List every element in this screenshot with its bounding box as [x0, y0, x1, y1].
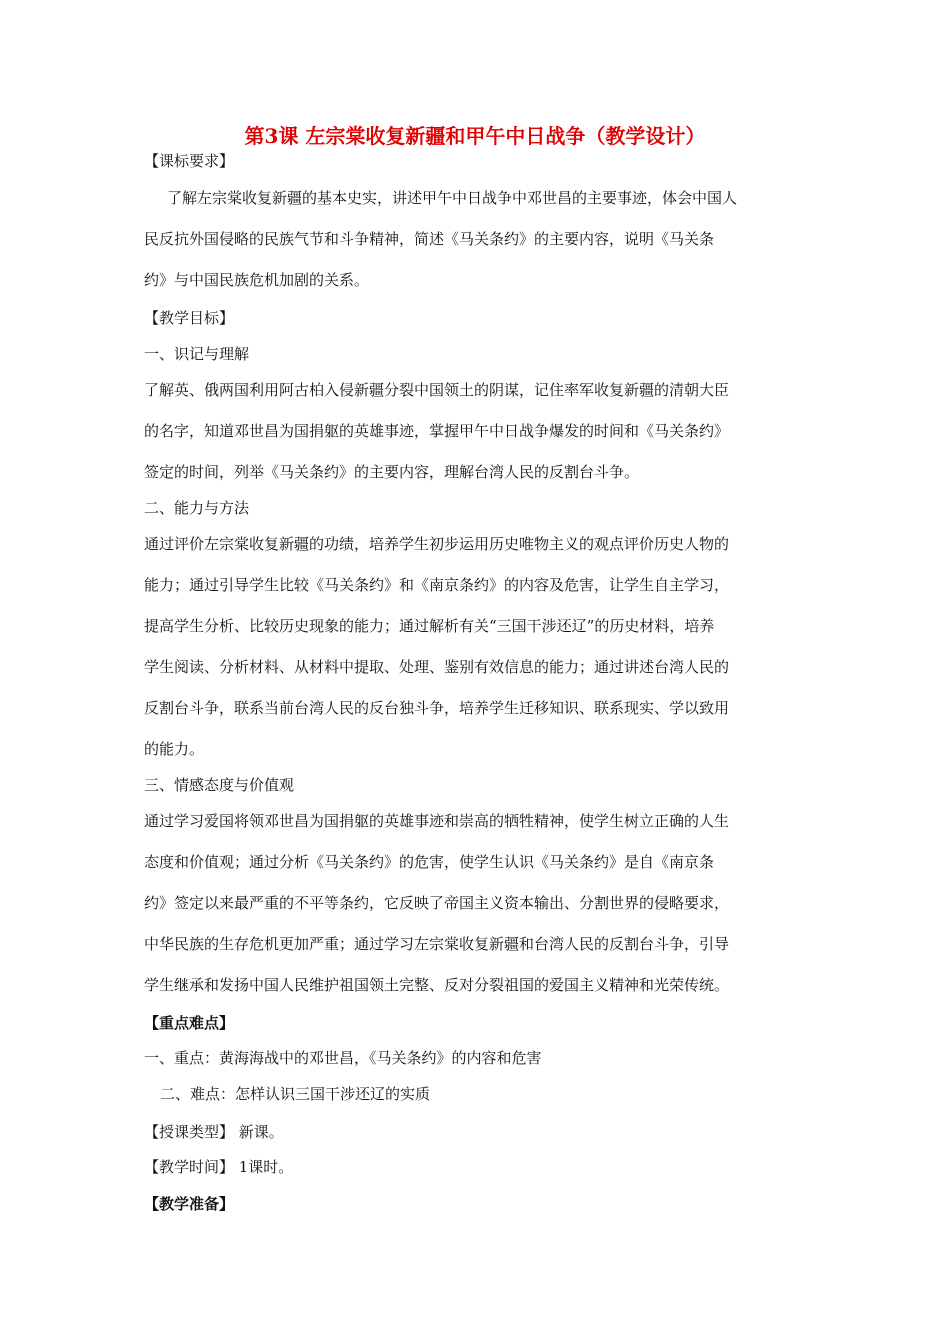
subsection-heading: 三、情感态度与价值观: [144, 776, 295, 794]
section-heading-curriculum: 【课标要求】: [144, 152, 235, 170]
subsection-heading: 一、识记与理解: [144, 345, 250, 363]
paragraph-line: 能力；通过引导学生比较《马关条约》和《南京条约》的内容及危害，让学生自主学习，: [144, 576, 730, 594]
paragraph-line: 民反抗外国侵略的民族气节和斗争精神，简述《马关条约》的主要内容，说明《马关条: [144, 230, 715, 248]
difficulty-line: 二、难点：怎样认识三国干涉还辽的实质: [160, 1085, 431, 1103]
paragraph-line: 学生阅读、分析材料、从材料中提取、处理、鉴别有效信息的能力；通过讲述台湾人民的: [144, 658, 730, 676]
paragraph-line: 约》与中国民族危机加剧的关系。: [144, 271, 370, 289]
paragraph-line: 提高学生分析、比较历史现象的能力；通过解析有关“三国干涉还辽”的历史材料，培养: [144, 617, 715, 635]
section-heading-preparation: 【教学准备】: [144, 1195, 235, 1213]
paragraph-line: 的名字，知道邓世昌为国捐躯的英雄事迹，掌握甲午中日战争爆发的时间和《马关条约》: [144, 422, 730, 440]
paragraph-line: 签定的时间，列举《马关条约》的主要内容，理解台湾人民的反割台斗争。: [144, 463, 640, 481]
lesson-type-line: 【授课类型】 新课。: [144, 1123, 284, 1141]
paragraph-line: 学生继承和发扬中国人民维护祖国领土完整、反对分裂祖国的爱国主义精神和光荣传统。: [144, 976, 730, 994]
paragraph-line: 通过学习爱国将领邓世昌为国捐躯的英雄事迹和崇高的牺牲精神，使学生树立正确的人生: [144, 812, 730, 830]
paragraph-line: 反割台斗争，联系当前台湾人民的反台独斗争，培养学生迁移知识、联系现实、学以致用: [144, 699, 730, 717]
section-heading-goals: 【教学目标】: [144, 309, 235, 327]
paragraph-line: 态度和价值观；通过分析《马关条约》的危害，使学生认识《马关条约》是自《南京条: [144, 853, 715, 871]
paragraph-line: 通过评价左宗棠收复新疆的功绩，培养学生初步运用历史唯物主义的观点评价历史人物的: [144, 535, 730, 553]
document-title: 第3课 左宗棠收复新疆和甲午中日战争（教学设计）: [244, 124, 706, 148]
paragraph-line: 中华民族的生存危机更加严重；通过学习左宗棠收复新疆和台湾人民的反割台斗争，引导: [144, 935, 730, 953]
paragraph-line: 了解左宗棠收复新疆的基本史实，讲述甲午中日战争中邓世昌的主要事迹，体会中国人: [167, 189, 738, 207]
paragraph-line: 了解英、俄两国利用阿古柏入侵新疆分裂中国领土的阴谋，记住率军收复新疆的清朝大臣: [144, 381, 730, 399]
key-point-line: 一、重点：黄海海战中的邓世昌，《马关条约》的内容和危害: [144, 1049, 542, 1067]
lesson-time-line: 【教学时间】 1课时。: [144, 1158, 294, 1176]
section-heading-key-points: 【重点难点】: [144, 1014, 235, 1032]
subsection-heading: 二、能力与方法: [144, 499, 250, 517]
paragraph-line: 约》签定以来最严重的不平等条约，它反映了帝国主义资本输出、分割世界的侵略要求，: [144, 894, 730, 912]
paragraph-line: 的能力。: [144, 740, 205, 758]
